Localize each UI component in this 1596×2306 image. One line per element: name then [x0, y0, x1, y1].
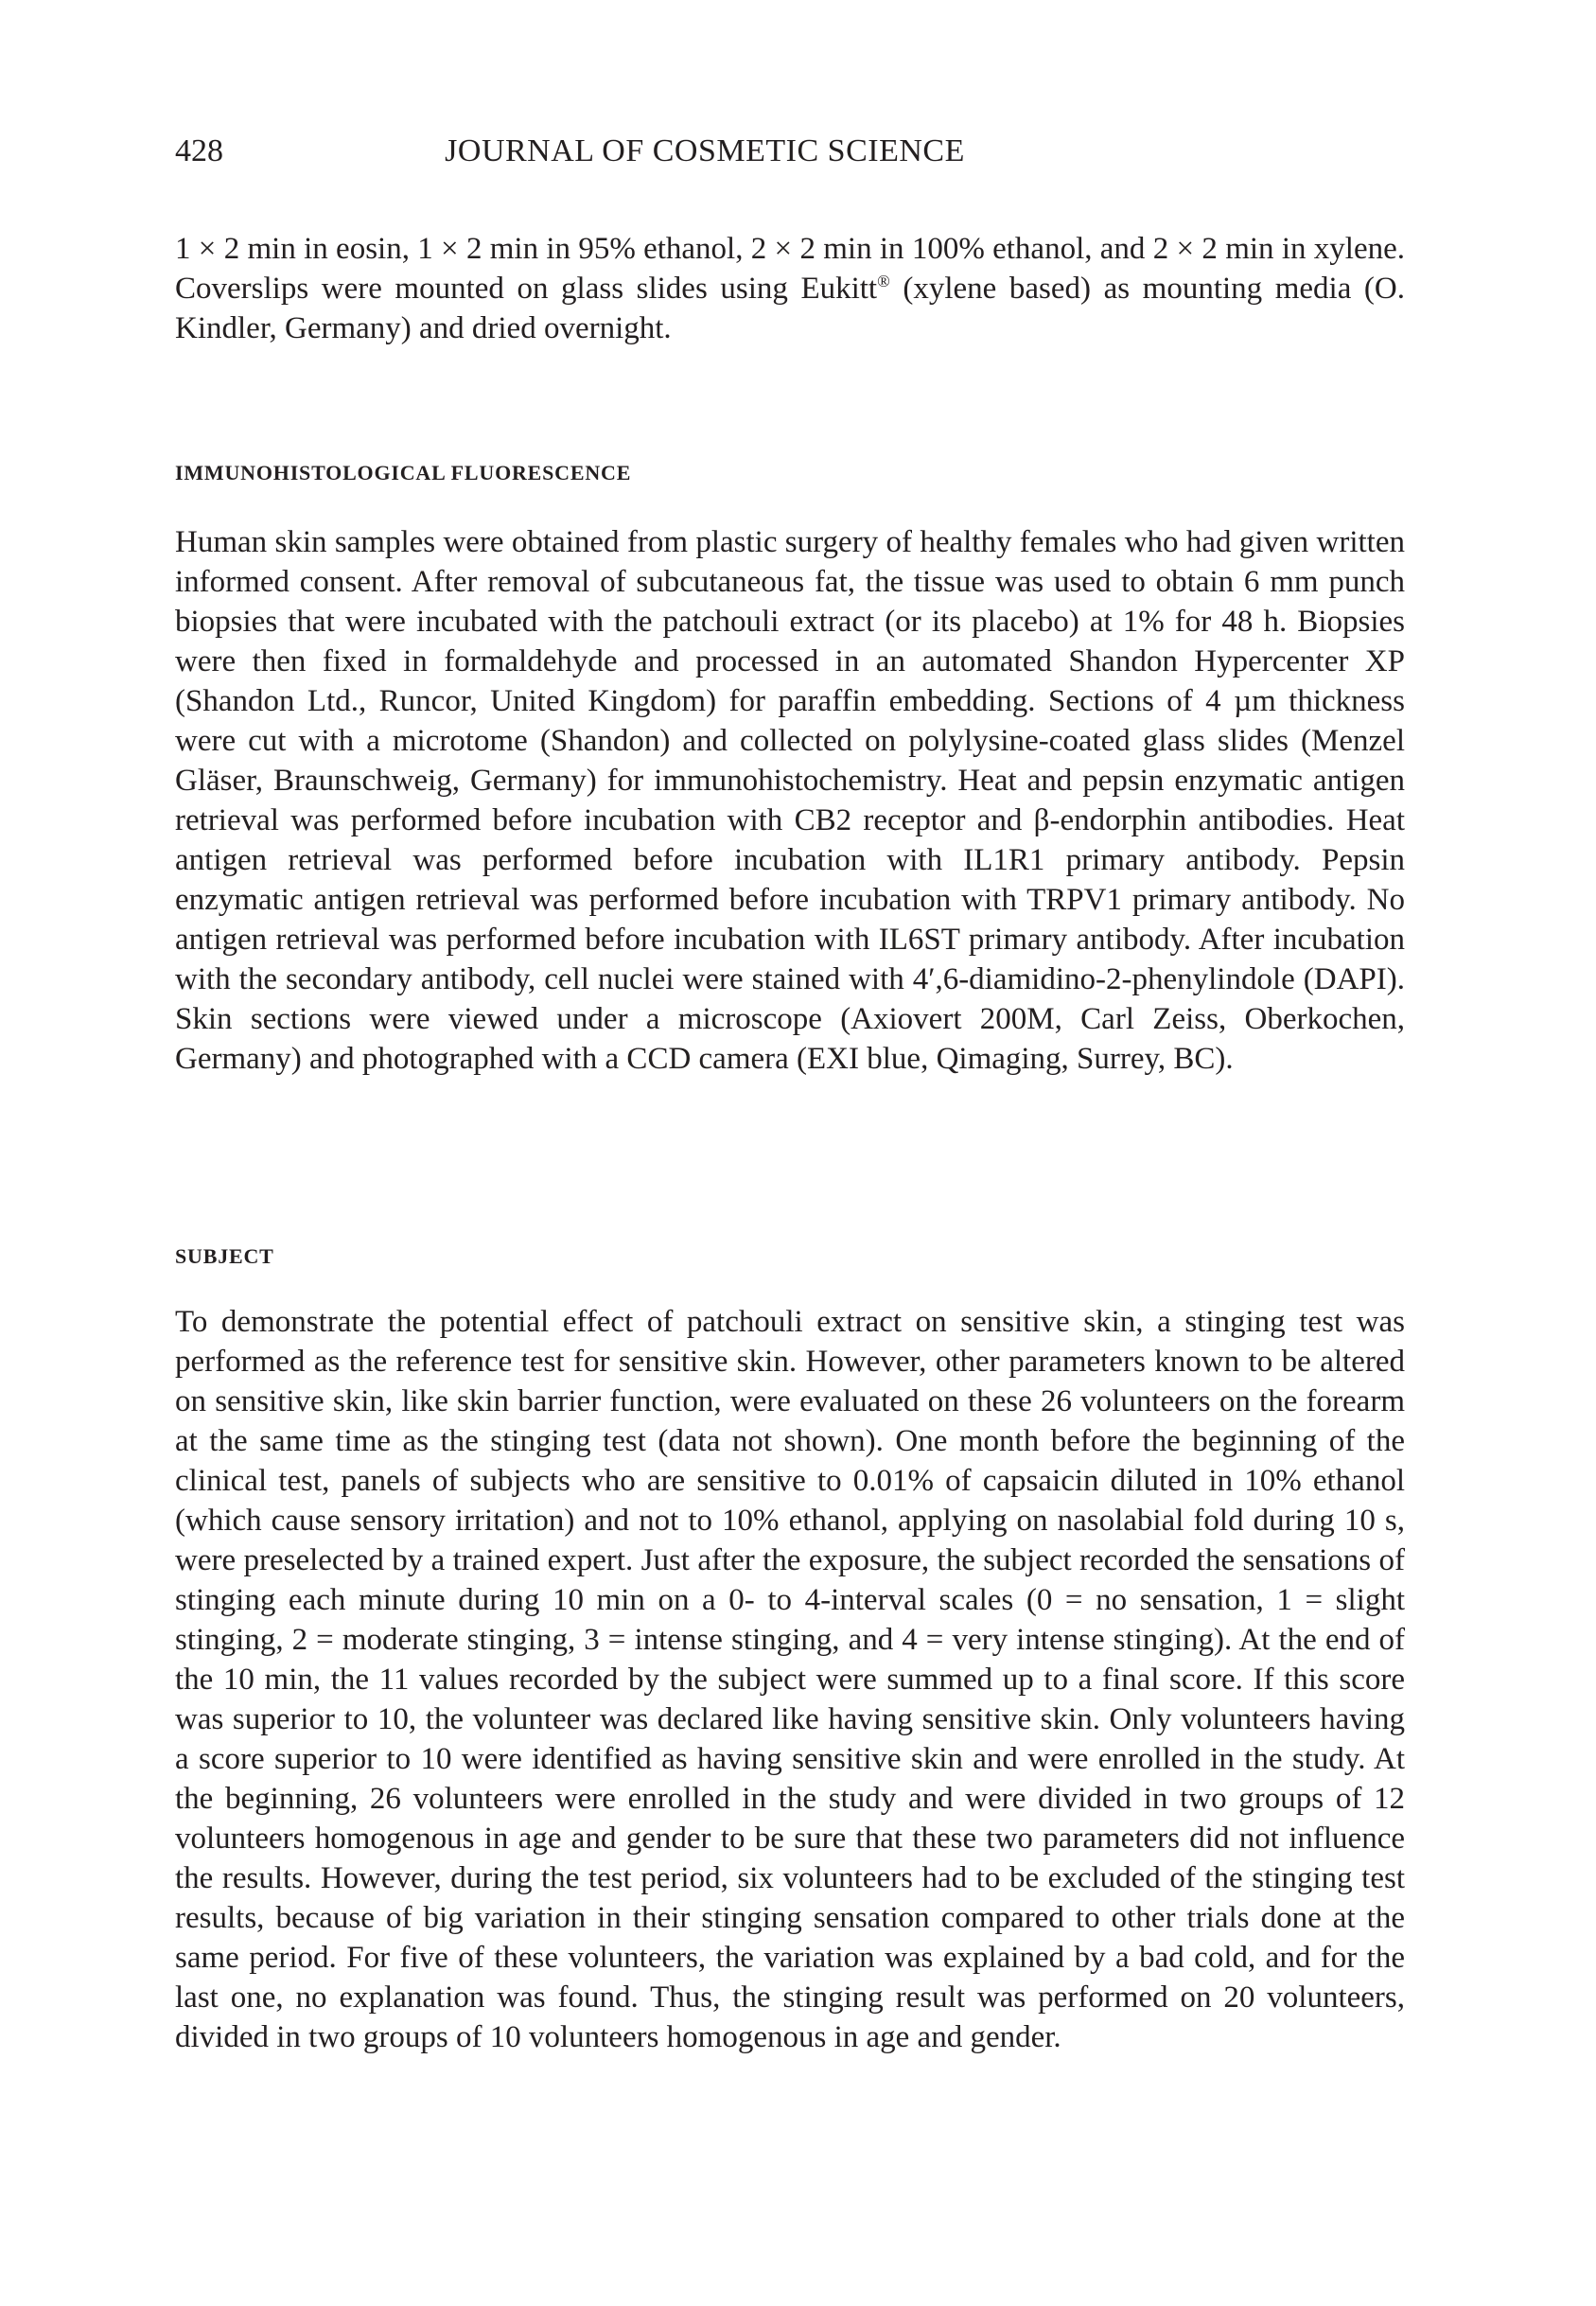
section-heading-immunohistological-fluorescence: IMMUNOHISTOLOGICAL FLUORESCENCE	[175, 461, 632, 484]
intro-text-start: 1 × 2 min in eosin, 1 × 2 min in 95% ethanol, 2 × 2 min in 100% ethanol, and 2 × 2 min in xylene. Coverslips were mounted on glass slides using Eukitt	[175, 232, 1405, 306]
registered-mark: ®	[877, 272, 890, 290]
journal-title: JOURNAL OF COSMETIC SCIENCE	[445, 133, 965, 168]
immunohistological-paragraph: Human skin samples were obtained from plastic surgery of healthy females who had given written informed consent. After removal of subcutaneous fat, the tissue was used to obtain 6 mm punch biopsies that were incubated with the patchouli extract (or its placebo) at 1% for 48 h. Biopsies were then fixed in formaldehyde and processed in an automated Shandon Hypercenter XP (Shandon Ltd., Runcor, United Kingdom) for paraffin embedding. Sections of 4 µm thickness were cut with a microtome (Shandon) and collected on polylysine-coated glass slides (Menzel Gläser, Braunschweig, Germany) for immunohistochemistry. Heat and pepsin enzymatic antigen retrieval was performed before incubation with CB2 receptor and β-endorphin antibodies. Heat antigen retrieval was performed before incubation with IL1R1 primary antibody. Pepsin enzymatic antigen retrieval was performed before incubation with TRPV1 primary antibody. No antigen retrieval was performed before incubation with IL6ST primary antibody. After incubation with the secondary antibody, cell nuclei were stained with 4′,6-diamidino-2-phenylindole (DAPI). Skin sections were viewed under a microscope (Axiovert 200M, Carl Zeiss, Oberkochen, Germany) and photographed with a CCD camera (EXI blue, Qimaging, Surrey, BC).	[175, 525, 1405, 1076]
section-heading-subject: SUBJECT	[175, 1244, 274, 1268]
intro-paragraph	[175, 229, 1405, 348]
running-head	[175, 128, 1405, 175]
subject-paragraph: To demonstrate the potential effect of patchouli extract on sensitive skin, a stinging test was performed as the reference test for sensitive skin. However, other parameters known to be altered on sensitive skin, like skin barrier function, were evaluated on these 26 volunteers on the forearm at the same time as the stinging test (data not shown). One month before the beginning of the clinical test, panels of subjects who are sensitive to 0.01% of capsaicin diluted in 10% ethanol (which cause sensory irritation) and not to 10% ethanol, applying on nasolabial fold during 10 s, were preselected by a trained expert. Just after the exposure, the subject recorded the sensations of stinging each minute during 10 min on a 0- to 4-interval scales (0 = no sensation, 1 = slight stinging, 2 = moderate stinging, 3 = intense stinging, and 4 = very intense stinging). At the end of the 10 min, the 11 values recorded by the subject were summed up to a final score. If this score was superior to 10, the volunteer was declared like having sensitive skin. Only volunteers having a score superior to 10 were identified as having sensitive skin and were enrolled in the study. At the beginning, 26 volunteers were enrolled in the study and were divided in two groups of 12 volunteers homogenous in age and gender to be sure that these two parameters did not influence the results. However, during the test period, six volunteers had to be excluded of the stinging test results, because of big variation in their stinging sensation compared to other trials done at the same period. For five of these volunteers, the variation was explained by a bad cold, and for the last one, no explanation was found. Thus, the stinging result was performed on 20 volunteers, divided in two groups of 10 volunteers homogenous in age and gender.	[175, 1305, 1405, 2054]
intro-text-end: (xylene based) as mounting media (O. Kindler, Germany) and dried overnight.	[175, 272, 1405, 345]
page-number: 428	[175, 133, 223, 168]
